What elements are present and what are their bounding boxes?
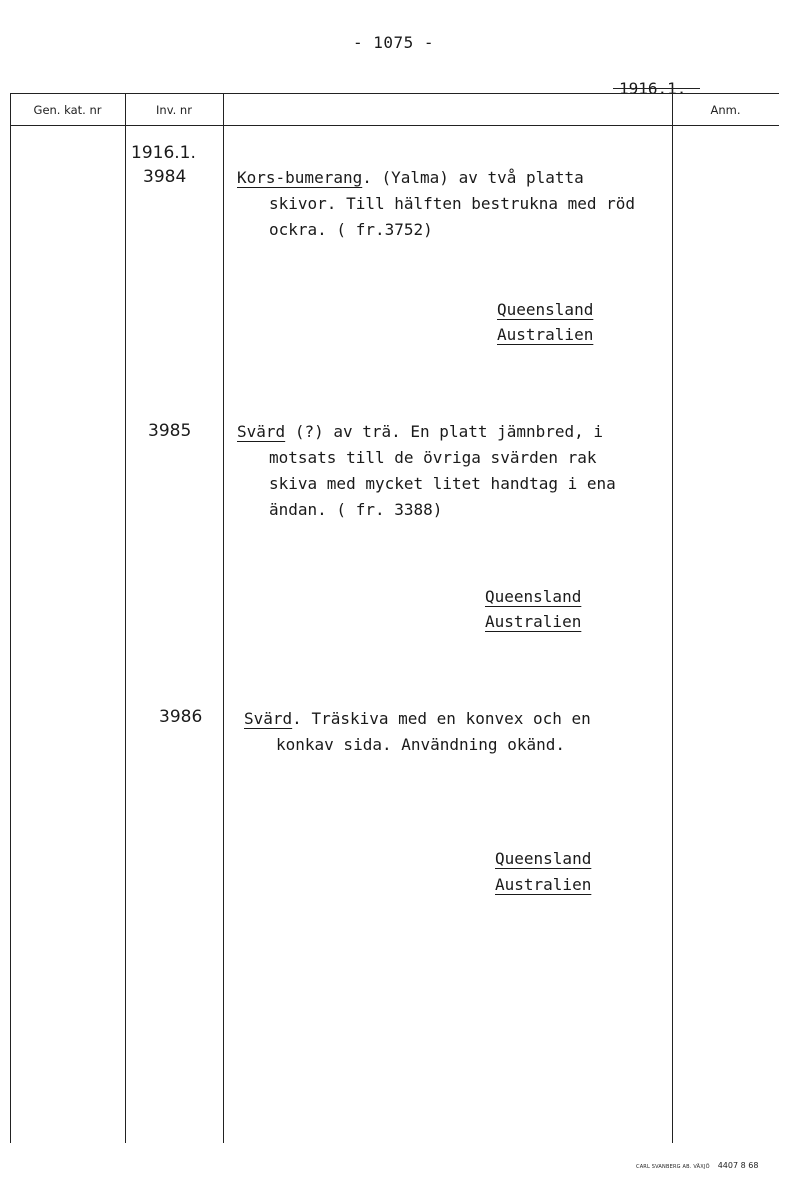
- entry-line: ockra. ( fr.3752): [269, 220, 433, 239]
- entry-description: Svärd. Träskiva med en konvex och en konkav sida. Användning okänd.: [244, 706, 591, 758]
- entry-inv-nr: 3986: [159, 707, 203, 727]
- entry-location-region: Queensland: [497, 300, 594, 319]
- entry-line: ändan. ( fr. 3388): [269, 500, 443, 519]
- header-date: 1916.1.: [619, 79, 687, 98]
- entry-title: Svärd: [244, 709, 293, 728]
- column-divider-inv-text: [223, 93, 224, 1143]
- entry-location-country: Australien: [485, 612, 582, 631]
- entry-line: skivor. Till hälften bestrukna med röd: [269, 194, 636, 213]
- entry-title: Svärd: [237, 422, 286, 441]
- column-divider-text-anm: [672, 93, 673, 1143]
- entry-line: (?) av trä. En platt jämnbred, i: [294, 422, 604, 441]
- entry-location-region: Queensland: [485, 587, 582, 606]
- column-divider-gen-inv: [125, 93, 126, 1143]
- entry-line: Träskiva med en konvex och en: [311, 709, 591, 728]
- page-number: - 1075 -: [352, 33, 435, 52]
- entry-line: (Yalma) av två platta: [381, 168, 584, 187]
- form-code: 4407 8 68: [717, 1161, 759, 1170]
- entry-description: Kors-bumerang. (Yalma) av två platta skivor. Till hälften bestrukna med röd ockra. ( fr.3752): [237, 165, 635, 243]
- entry-description: [237, 419, 616, 523]
- entry-location-country: Australien: [497, 325, 594, 344]
- inv-date: 1916.1.: [131, 143, 196, 163]
- entry-line: skiva med mycket litet handtag i ena: [269, 474, 616, 493]
- entry-line: motsats till de övriga svärden rak: [269, 448, 597, 467]
- table-left-border: [10, 93, 11, 1143]
- printer-footer: [636, 1161, 758, 1170]
- column-header-gen-kat-nr: Gen. kat. nr: [33, 103, 102, 117]
- entry-location-country: Australien: [495, 875, 592, 894]
- entry-title: Kors-bumerang: [237, 168, 363, 187]
- column-header-inv-nr: Inv. nr: [156, 103, 192, 117]
- column-header-anm: Anm.: [710, 103, 741, 117]
- entry-line: konkav sida. Användning okänd.: [276, 735, 565, 754]
- entry-location-region: Queensland: [495, 849, 592, 868]
- printer-name: CARL SVANBERG AB. VÄXJÖ: [636, 1164, 710, 1170]
- entry-inv-nr: 3984: [143, 167, 187, 187]
- entry-inv-nr: 3985: [148, 421, 192, 441]
